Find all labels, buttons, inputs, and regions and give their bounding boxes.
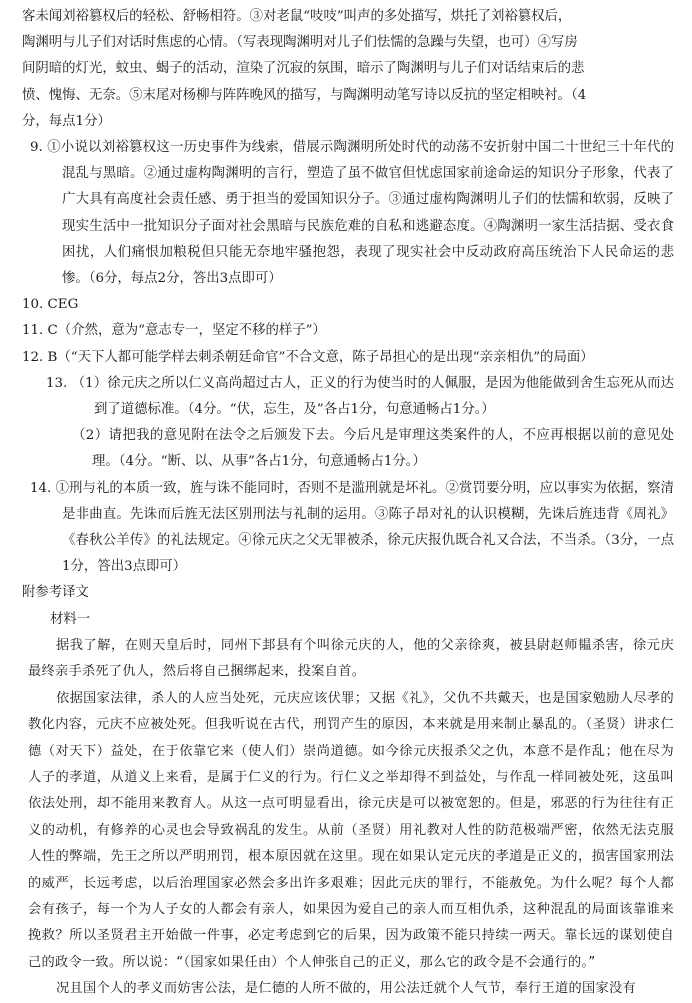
q8-answer-line-2: 陶渊明与儿子们对话时焦虑的心情。（写表现陶渊明对儿子们怯懦的急躁与失望，也可）④写房 (22, 35, 578, 51)
material-label: 材料一 (50, 611, 91, 627)
q8-answer-line-5: 分，每点1分） (22, 113, 111, 129)
q13-answer-part-2: （2）请把我的意见附在法令之后颁发下去。今后凡是审理这类案件的人，不应再根据以前的意见处理。（4分。“断、以、从事”各占1分，句意通畅占1分。） (72, 428, 674, 470)
translation-paragraph-2: 依据国家法律，杀人的人应当处死，元庆应该伏罪；又据《礼》，父仇不共戴天，也是国家勉励人尽孝的教化内容，元庆不应被处死。但我听说在古代，刑罚产生的原因，本来就是用来制止暴乱的。（圣贤）讲求仁德（对天下）益处，在于依靠它来（使人们）崇尚道德。如今徐元庆报杀父之仇，本意不是作乱；他在尽为人子的孝道，从道义上来看，是属于仁义的行为。行仁义之举却得不到益处，与作乱一样同被处死，这虽叫依法处刑，却不能用来教育人。从这一点可明显看出，徐元庆是可以被宽恕的。但是，邪恶的行为往往有正义的动机，有修养的心灵也会导致祸乱的发生。从前（圣贤）用礼教对人性的防范极端严密，依然无法克服人性的弊端，先王之所以严明刑罚，根本原因就在这里。现在如果认定元庆的孝道是正义的，损害国家刑法的威严，长远考虑，以后治理国家必然会多出许多艰难；因此元庆的罪行，不能赦免。为什么呢？每个人都会有孩子，每一个为人子女的人都会有亲人，如果因为爱自己的亲人而互相仇杀，这种混乱的局面该靠谁来挽救？所以圣贤君主开始做一件事，必定考虑到它的后果，因为政策不能只持续一两天。靠长远的谋划使自己的政令一致。所以说：“（国家如果任由）个人伸张自己的正义，那么它的政令是不会通行的。” (28, 690, 674, 970)
translation-paragraph-1: 据我了解，在则天皇后时，同州下邽县有个叫徐元庆的人，他的父亲徐爽，被县尉赵师韫杀害，徐元庆最终亲手杀死了仇人，然后将自己捆绑起来，投案自首。 (28, 637, 674, 680)
q8-answer-line-3: 间阴暗的灯光，蚊虫、蝎子的活动，渲染了沉寂的氛围，暗示了陶渊明与儿子们对话结束后的悲 (22, 61, 585, 77)
q8-answer-line-1: 客未闻刘裕篡权后的轻松、舒畅相符。③对老鼠“吱吱”叫声的多处描写，烘托了刘裕篡权后， (22, 9, 572, 24)
q8-answer-line-4: 愤、愧悔、无奈。⑤末尾对杨柳与阵阵晚风的描写，与陶渊明动笔写诗以反抗的坚定相映衬。（4 (22, 87, 587, 103)
q12-answer: 12. B（“天下人都可能学样去刺杀朝廷命官”不合文意，陈子昂担心的是出现“亲亲相仇”的局面） (22, 349, 594, 365)
translation-paragraph-3: 况且国个人的孝义而妨害公法，是仁德的人所不做的，用公法迁就个人气节，奉行王道的国家没有 (56, 981, 636, 997)
appendix-heading: 附参考译文 (22, 585, 89, 601)
q14-answer: 14. ①刑与礼的本质一致，旌与诛不能同时，否则不是滥刑就是坏礼。②赏罚要分明，应以事实为依据，察清是非曲直。先诛而后旌无法区别刑法与礼制的运用。③陈子昂对礼的认识模糊，先诛后旌违背《周礼》《春秋公羊传》的礼法规定。④徐元庆之父无罪被杀，徐元庆报仇既合礼又合法，不当杀。（3分，一点1分，答出3点即可） (30, 480, 674, 575)
q10-answer: 10. CEG (22, 297, 79, 313)
q9-answer: 9. ①小说以刘裕篡权这一历史事件为线索，借展示陶渊明所处时代的动荡不安折射中国二十世纪三十年代的混乱与黑暗。②通过虚构陶渊明的言行，塑造了虽不做官但忧虑国家前途命运的知识分子形象，代表了广大具有高度社会责任感、勇于担当的爱国知识分子。③通过虚构陶渊明儿子们的怯懦和软弱，反映了现实生活中一批知识分子面对社会黑暗与民族危难的自私和逃避态度。④陶渊明一家生活拮据、受衣食困扰，人们痛恨加粮税但只能无奈地牢骚抱怨，表现了现实社会中反动政府高压统治下人民命运的悲惨。（6分，每点2分，答出3点即可） (30, 140, 674, 287)
q13-answer-part-1: 13. （1）徐元庆之所以仁义高尚超过古人，正义的行为使当时的人佩服，是因为他能做到舍生忘死从而达到了道德标准。（4分。“伏，忘生，及”各占1分，句意通畅占1分。） (46, 375, 674, 418)
q11-answer: 11. C（介然，意为“意志专一，坚定不移的样子”） (22, 323, 326, 339)
